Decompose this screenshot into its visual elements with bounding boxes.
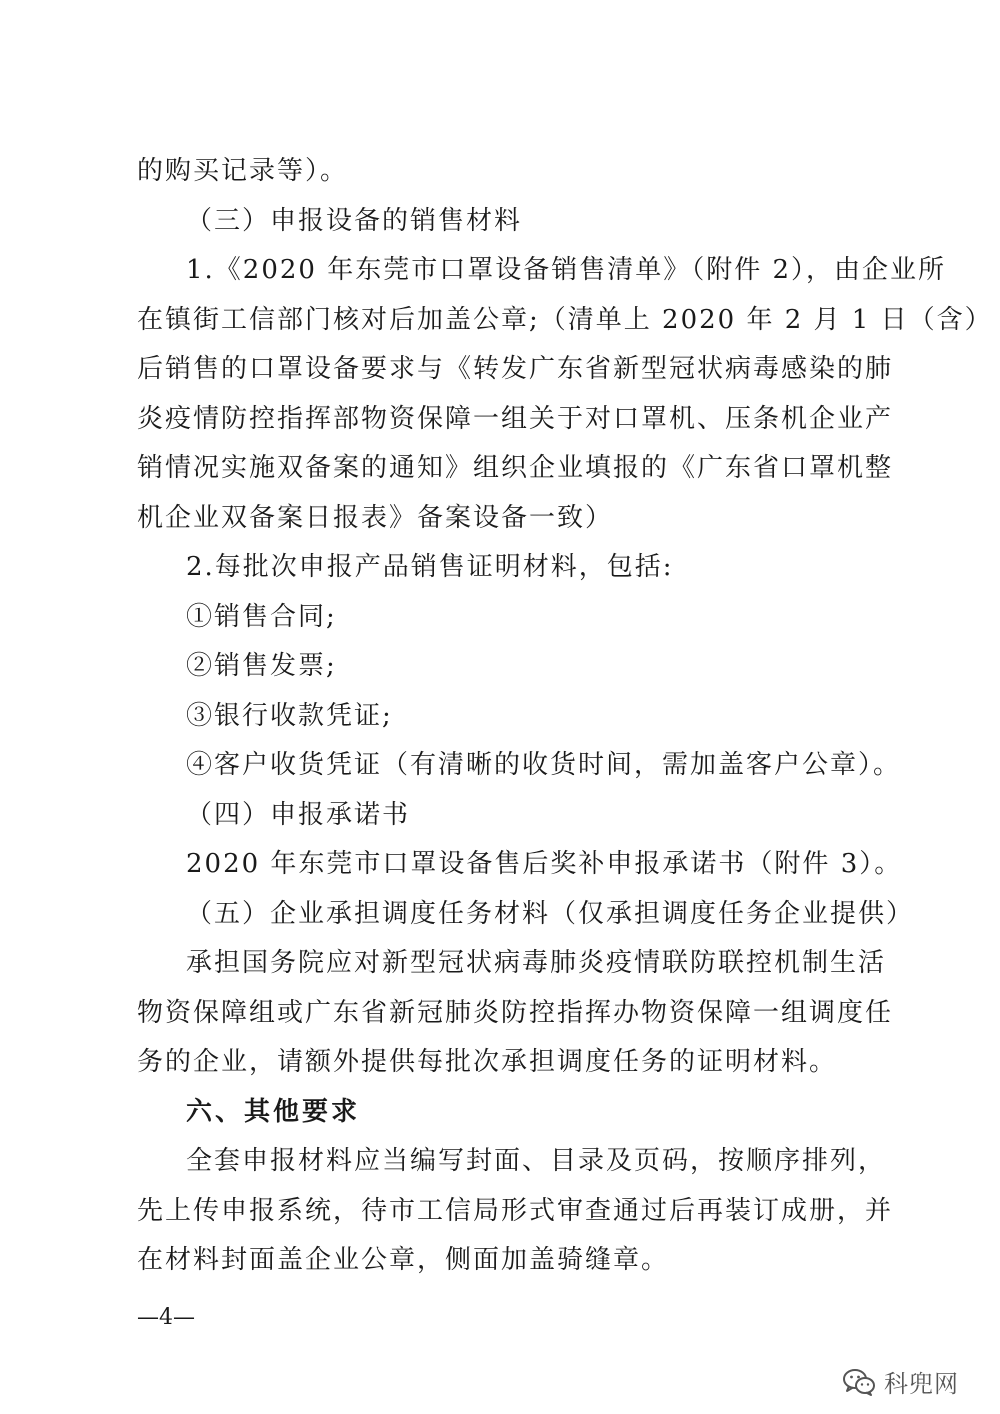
- paragraph-line: 在材料封面盖企业公章，侧面加盖骑缝章。: [137, 1245, 670, 1275]
- paragraph-line: 2.每批次申报产品销售证明材料，包括:: [186, 552, 674, 582]
- section-heading-4: （四）申报承诺书: [186, 800, 411, 830]
- watermark: [842, 1364, 959, 1399]
- paragraph-line: 全套申报材料应当编写封面、目录及页码，按顺序排列，: [186, 1146, 887, 1176]
- list-item: ③银行收款凭证;: [186, 701, 393, 731]
- paragraph-line: 承担国务院应对新型冠状病毒肺炎疫情联防联控机制生活: [186, 948, 887, 978]
- section-heading-3: （三）申报设备的销售材料: [186, 206, 523, 236]
- paragraph-line: 2020 年东莞市口罩设备售后奖补申报承诺书（附件 3）。: [186, 849, 903, 879]
- paragraph-line: 在镇街工信部门核对后加盖公章;（清单上 2020 年 2 月 1 日（含）: [137, 305, 993, 335]
- paragraph-line: 先上传申报系统，待市工信局形式审查通过后再装订成册，并: [137, 1196, 894, 1226]
- paragraph-line: 销情况实施双备案的通知》组织企业填报的《广东省口罩机整: [137, 453, 894, 483]
- paragraph-line: 务的企业，请额外提供每批次承担调度任务的证明材料。: [137, 1047, 838, 1077]
- list-item: ④客户收货凭证（有清晰的收货时间，需加盖客户公章）。: [186, 750, 902, 780]
- list-item: ②销售发票;: [186, 651, 337, 681]
- watermark-text: 科兜网: [884, 1370, 959, 1398]
- paragraph-line: 炎疫情防控指挥部物资保障一组关于对口罩机、压条机企业产: [137, 404, 894, 434]
- list-item: ①销售合同;: [186, 602, 337, 632]
- paragraph-line: 1.《2020 年东莞市口罩设备销售清单》（附件 2），由企业所: [186, 255, 947, 285]
- page-number: —4—: [137, 1305, 195, 1330]
- paragraph-line: 后销售的口罩设备要求与《转发广东省新型冠状病毒感染的肺: [137, 354, 894, 384]
- section-heading-6: 六、其他要求: [186, 1097, 361, 1127]
- paragraph-line: 的购买记录等）。: [137, 156, 349, 186]
- wechat-icon: [842, 1368, 876, 1396]
- section-heading-5: （五）企业承担调度任务材料（仅承担调度任务企业提供）: [186, 899, 915, 929]
- paragraph-line: 物资保障组或广东省新冠肺炎防控指挥办物资保障一组调度任: [137, 998, 894, 1028]
- paragraph-line: 机企业双备案日报表》备案设备一致）: [137, 503, 614, 533]
